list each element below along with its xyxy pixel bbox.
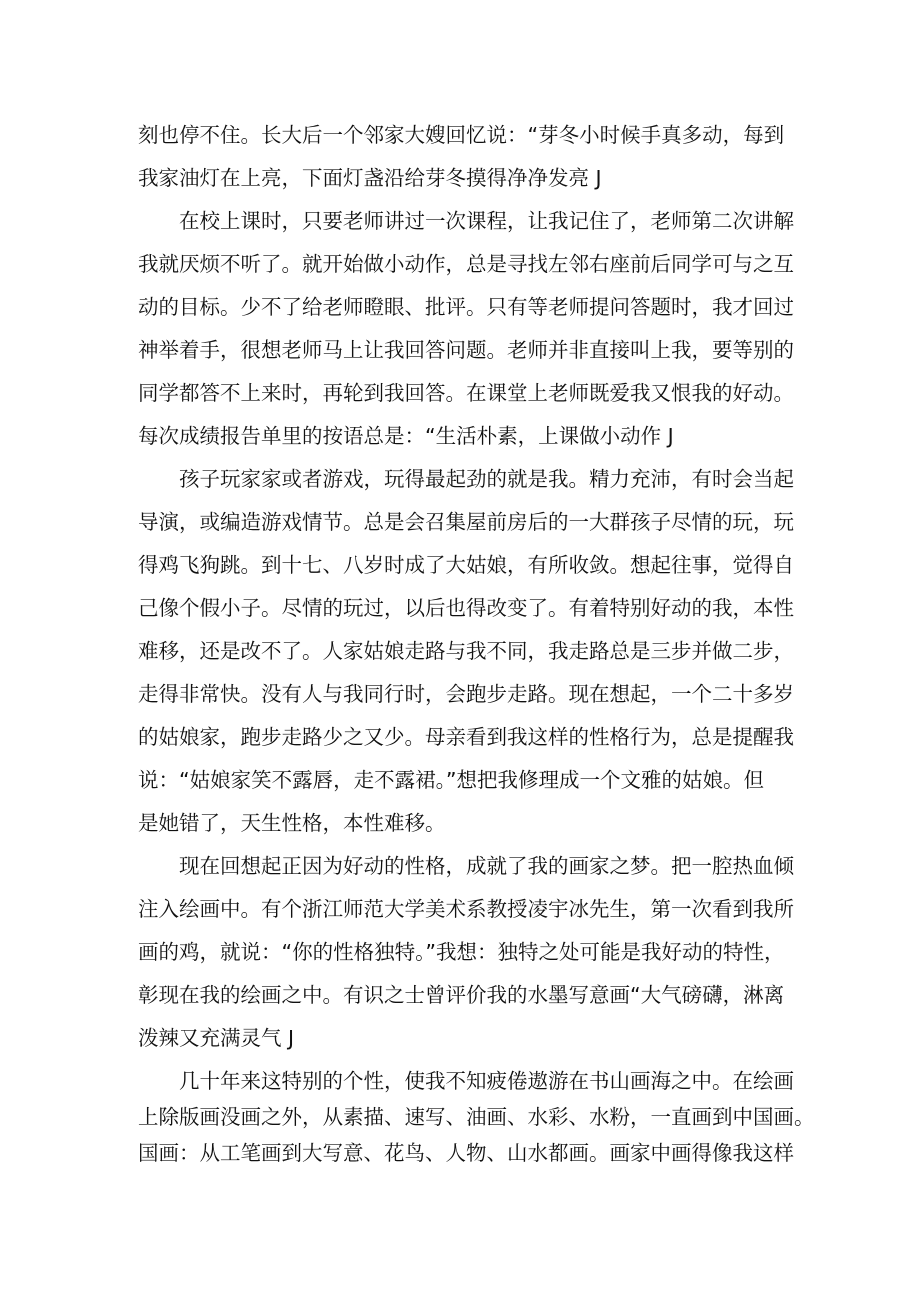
text-line-paragraph-start: 几十年来这特别的个性，使我不知疲倦遨游在书山画海之中。在绘画 xyxy=(179,1069,794,1093)
text-line: 国画：从工笔画到大写意、花鸟、人物、山水都画。画家中画得像我这样 xyxy=(138,1141,794,1165)
text-line: 己像个假小子。尽情的玩过，以后也得改变了。有着特别好动的我，本性 xyxy=(138,596,794,620)
text-line: 我就厌烦不听了。就开始做小动作，总是寻找左邻右座前后同学可与之互 xyxy=(138,252,794,276)
text-line-paragraph-start: 在校上课时，只要老师讲过一次课程，让我记住了，老师第二次讲解 xyxy=(179,209,794,233)
text-line-paragraph-start: 孩子玩家家或者游戏，玩得最起劲的就是我。精力充沛，有时会当起 xyxy=(179,467,794,491)
text-line: 说：“姑娘家笑不露唇，走不露裙。”想把我修理成一个文雅的姑娘。但 xyxy=(138,768,764,792)
text-line: 画的鸡，就说：“你的性格独特。”我想：独特之处可能是我好动的特性， xyxy=(138,940,785,964)
text-line: 走得非常快。没有人与我同行时，会跑步走路。现在想起，一个二十多岁 xyxy=(138,682,794,706)
text-line: 得鸡飞狗跳。到十七、八岁时成了大姑娘，有所收敛。想起往事，觉得自 xyxy=(138,553,794,577)
text-line: 是她错了，天生性格，本性难移。 xyxy=(138,811,446,835)
text-line: 难移，还是改不了。人家姑娘走路与我不同，我走路总是三步并做二步， xyxy=(138,639,794,663)
text-line: 神举着手，很想老师马上让我回答问题。老师并非直接叫上我，要等别的 xyxy=(138,338,794,362)
text-line: 注入绘画中。有个浙江师范大学美术系教授凌宇冰先生，第一次看到我所 xyxy=(138,897,794,921)
text-line: 导演，或编造游戏情节。总是会召集屋前房后的一大群孩子尽情的玩，玩 xyxy=(138,510,794,534)
text-line: 彰现在我的绘画之中。有识之士曾评价我的水墨写意画“大气磅礴，淋离 xyxy=(138,983,785,1007)
text-line: 的姑娘家，跑步走路少之又少。母亲看到我这样的性格行为，总是提醒我 xyxy=(138,725,794,749)
text-line: 每次成绩报告单里的按语总是：“生活朴素，上课做小动作 J xyxy=(138,424,674,448)
text-line: 我家油灯在上亮，下面灯盏沿给芽冬摸得净净发亮 J xyxy=(138,166,602,190)
text-line: 刻也停不住。长大后一个邻家大嫂回忆说：“芽冬小时候手真多动，每到 xyxy=(138,123,785,147)
text-line-paragraph-start: 现在回想起正因为好动的性格，成就了我的画家之梦。把一腔热血倾 xyxy=(179,854,794,878)
text-line: 同学都答不上来时，再轮到我回答。在课堂上老师既爱我又恨我的好动。 xyxy=(138,381,794,405)
text-line: 动的目标。少不了给老师瞪眼、批评。只有等老师提问答题时，我才回过 xyxy=(138,295,794,319)
text-line: 泼辣又充满灵气 J xyxy=(138,1026,295,1050)
text-line: 上除版画没画之外，从素描、速写、油画、水彩、水粉，一直画到中国画。 xyxy=(138,1105,815,1129)
